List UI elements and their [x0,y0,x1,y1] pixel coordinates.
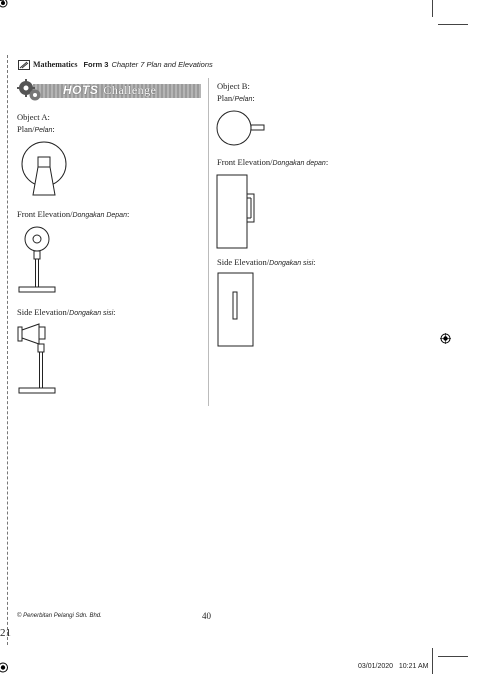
object-a-front-label: Front Elevation/Dongakan Depan: [17,209,130,219]
publisher-credit: © Penerbitan Pelangi Sdn. Bhd. [17,613,102,619]
gear-icon [17,79,43,103]
book-logo-icon [18,60,30,70]
running-header [33,60,213,69]
object-a-side-drawing [17,322,57,394]
column-divider [208,78,209,406]
object-b-side-label: Side Elevation/Dongakan sisi: [217,257,316,267]
page-number: 40 [202,611,211,621]
object-a-side-label: Side Elevation/Dongakan sisi: [17,307,116,317]
object-b-front-drawing [216,174,260,250]
object-b-side-drawing [217,272,255,348]
crop-mark [438,656,468,657]
object-a-plan-label: Plan/Pelan: [17,124,55,134]
header-form: Form 3 [83,60,109,69]
side-page-number: 21 [0,627,11,639]
header-chapter: Chapter 7 Plan and Elevations [111,60,213,69]
cut-line [7,55,8,645]
registration-mark-icon [440,333,451,344]
object-b-title: Object B: [217,81,250,91]
crop-mark [432,0,433,17]
crop-mark [432,648,433,674]
registration-mark-icon [0,662,11,673]
hots-title-main: HOTS [63,83,99,97]
object-a-title: Object A: [17,112,50,122]
header-subject: Mathematics [33,60,78,69]
object-b-plan-drawing [216,109,268,147]
hots-banner [17,79,203,103]
object-b-plan-label: Plan/Pelan: [217,93,255,103]
crop-mark [438,24,468,25]
object-a-front-drawing [17,225,57,297]
print-timestamp: 03/01/2020 10:21 AM [358,663,429,670]
hots-title [63,83,157,98]
hots-title-sub: Challenge [103,83,157,97]
object-b-front-label: Front Elevation/Dongakan depan: [217,157,329,167]
registration-mark-icon [0,0,11,11]
object-a-plan-drawing [19,139,69,197]
